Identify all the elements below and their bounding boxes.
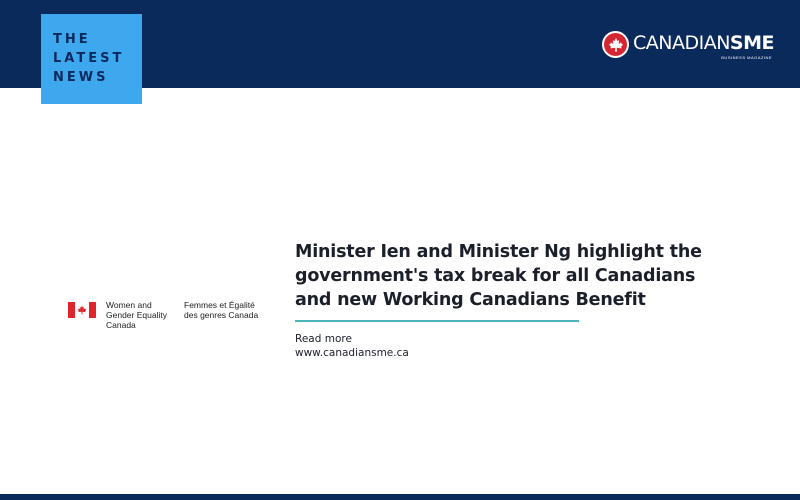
latest-news-badge bbox=[41, 14, 142, 104]
article-headline: Minister Ien and Minister Ng highlight the government's tax break for all Canadians and new Working Canadians Benefit bbox=[295, 242, 702, 310]
footer-band bbox=[0, 494, 800, 500]
site-url-link[interactable]: www.canadiansme.ca bbox=[295, 347, 409, 359]
logo-tagline: BUSINESS MAGAZINE bbox=[721, 55, 772, 60]
logo-name-part2: SME bbox=[729, 32, 774, 54]
read-more-link[interactable]: Read more bbox=[295, 333, 352, 345]
logo-name-part1: CANADIAN bbox=[633, 32, 730, 54]
latest-line-1: THE bbox=[53, 32, 91, 47]
latest-line-3: NEWS bbox=[53, 70, 109, 85]
maple-leaf-icon bbox=[602, 31, 629, 58]
government-signature bbox=[68, 300, 260, 330]
logo-wordmark bbox=[633, 31, 774, 55]
canada-flag-icon bbox=[68, 302, 96, 318]
headline-divider bbox=[295, 320, 579, 322]
latest-line-2: LATEST bbox=[53, 51, 125, 66]
department-name-en: Women and Gender Equality Canada bbox=[106, 300, 167, 330]
department-name-fr: Femmes et Égalité des genres Canada bbox=[184, 300, 259, 320]
canadiansme-logo[interactable] bbox=[602, 31, 774, 63]
